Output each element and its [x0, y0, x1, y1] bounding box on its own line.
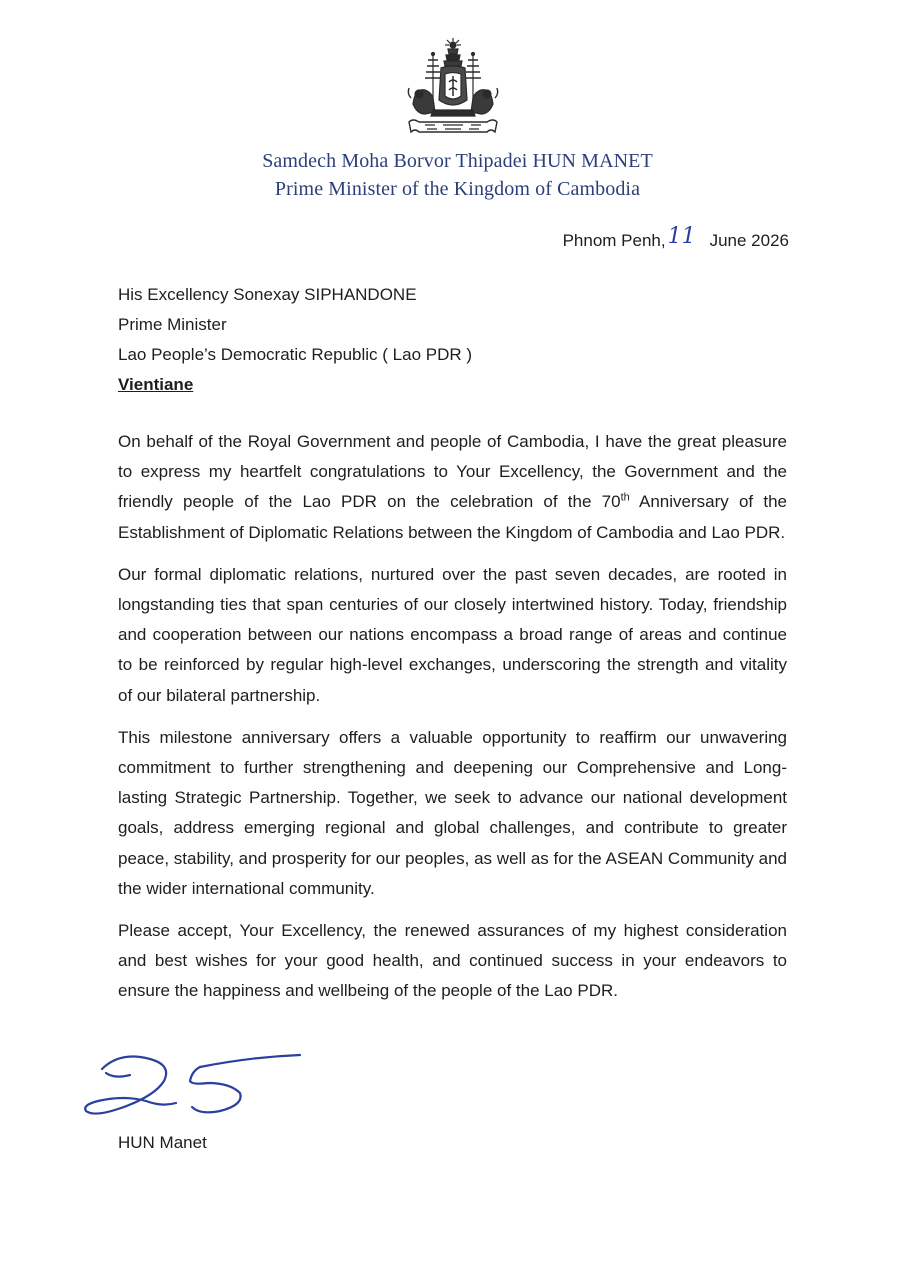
- signer-name: HUN Manet: [118, 1133, 207, 1152]
- addressee-city: Vientiane: [118, 375, 194, 394]
- dateline-day-handwritten: 11: [667, 224, 696, 249]
- body-paragraph-4: Please accept, Your Excellency, the renewed assurances of my highest consideration and best wishes for your good health, and continued success in your endeavors to ensure the happiness and wellbeing of the people of the Lao PDR.: [118, 921, 787, 1001]
- ordinal-superscript: th: [620, 491, 630, 504]
- addressee-country: Lao People’s Democratic Republic ( Lao PDR ): [118, 345, 473, 364]
- body-paragraph-1-text-a: On behalf of the Royal Government and people of Cambodia, I have the great pleasure to express my heartfelt congratulations to Your Excellency, the Government and the friendly people of the Lao PDR on the celebration of the 70: [118, 432, 787, 512]
- dateline-place: Phnom Penh,: [562, 231, 666, 250]
- dateline: [562, 224, 789, 252]
- body-paragraph-1-text-b: Anniversary of the Establishment of Diplomatic Relations between the Kingdom of Cambodia and Lao PDR.: [118, 492, 787, 542]
- royal-arms-icon: [403, 38, 503, 138]
- addressee-block: [118, 280, 472, 400]
- body-paragraph-3: This milestone anniversary offers a valuable opportunity to reaffirm our unwavering commitment to further strengthening and deepening our Comprehensive and Long-lasting Strategic Partnership. Together, we seek to advance our national development goals, address emerging regional and global challenges, and contribute to greater peace, stability, and prosperity for our peoples, as well as for the ASEAN Community and the wider international community.: [118, 727, 787, 898]
- dateline-month-year: June 2026: [709, 231, 789, 250]
- addressee-name: His Excellency Sonexay SIPHANDONE: [118, 285, 417, 304]
- signature-icon: [80, 1045, 310, 1125]
- body-paragraph-2: Our formal diplomatic relations, nurtured over the past seven decades, are rooted in longstanding ties that span centuries of our closely intertwined history. Today, friendship and cooperation between our nations encompass a broad range of areas and continue to be reinforced by regular high-level exchanges, underscoring the strength and vitality of our bilateral partnership.: [118, 564, 787, 705]
- letterhead-sender-title: Prime Minister of the Kingdom of Cambodia: [274, 178, 641, 200]
- letterhead: [0, 147, 905, 203]
- body-paragraph-1: [118, 427, 787, 548]
- addressee-title: Prime Minister: [118, 315, 227, 334]
- letter-body: [118, 427, 787, 1019]
- letterhead-sender-name: Samdech Moha Borvor Thipadei HUN MANET: [262, 150, 653, 172]
